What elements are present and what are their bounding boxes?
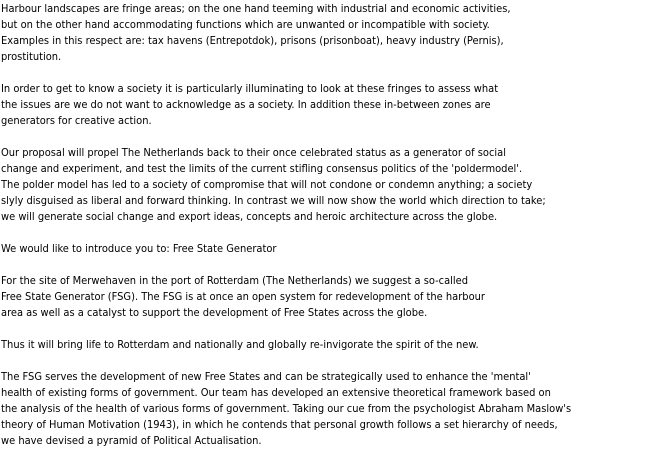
text-line: slyly disguised as liberal and forward thinking. In contrast we will now show the world which direction to take; xyxy=(1,194,546,207)
text-line: the analysis of the health of various forms of government. Taking our cue from the psychologist Abraham Maslow's xyxy=(1,402,572,415)
paragraph-society-issues xyxy=(1,81,662,129)
paragraph-harbour-fringes xyxy=(1,1,662,65)
text-line: we have devised a pyramid of Political Actualisation. xyxy=(1,434,262,447)
text-line: Our proposal will propel The Netherlands back to their once celebrated status as a generator of social xyxy=(1,146,506,159)
text-line: prostitution. xyxy=(1,50,62,63)
text-line: The polder model has led to a society of compromise that will not condone or condemn anything; a society xyxy=(1,178,533,191)
text-line: we will generate social change and export ideas, concepts and heroic architecture across the globe. xyxy=(1,210,498,223)
text-line: For the site of Merwehaven in the port of Rotterdam (The Netherlands) we suggest a so-called xyxy=(1,274,469,287)
paragraph-fsg-development xyxy=(1,369,662,449)
text-line: Thus it will bring life to Rotterdam and nationally and globally re-invigorate the spirit of the new. xyxy=(1,338,479,351)
text-line: generators for creative action. xyxy=(1,114,152,127)
text-line: but on the other hand accommodating functions which are unwanted or incompatible with society. xyxy=(1,18,490,31)
paragraph-proposal xyxy=(1,145,662,225)
paragraph-rotterdam-life xyxy=(1,337,662,353)
text-line: health of existing forms of government. Our team has developed an extensive theoretical framework based on xyxy=(1,386,551,399)
text-line: the issues are we do not want to acknowledge as a society. In addition these in-between zones are xyxy=(1,98,491,111)
text-line: We would like to introduce you to: Free State Generator xyxy=(1,242,277,255)
paragraph-introduction xyxy=(1,241,662,257)
text-line: change and experiment, and test the limits of the current stifling consensus politics of the 'poldermodel'. xyxy=(1,162,523,175)
text-line: Free State Generator (FSG). The FSG is at once an open system for redevelopment of the harbour xyxy=(1,290,485,303)
text-line: In order to get to know a society it is particularly illuminating to look at these fringes to assess what xyxy=(1,82,499,95)
text-line: Examples in this respect are: tax havens (Entrepotdok), prisons (prisonboat), heavy industry (Pernis), xyxy=(1,34,504,47)
text-line: theory of Human Motivation (1943), in which he contends that personal growth follows a set hierarchy of needs, xyxy=(1,418,558,431)
text-line: Harbour landscapes are fringe areas; on the one hand teeming with industrial and economic activities, xyxy=(1,2,511,15)
paragraph-merwehaven-site xyxy=(1,273,662,321)
text-line: area as well as a catalyst to support the development of Free States across the globe. xyxy=(1,306,428,319)
text-line: The FSG serves the development of new Free States and can be strategically used to enhance the 'mental' xyxy=(1,370,531,383)
